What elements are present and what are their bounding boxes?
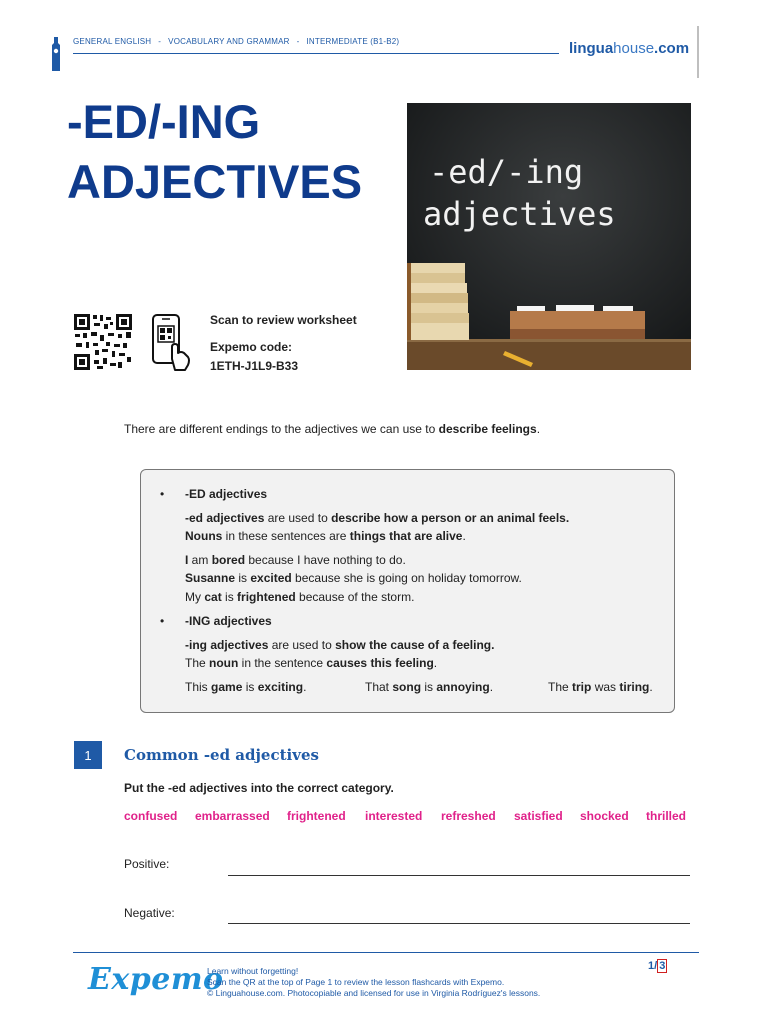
negative-label: Negative:: [124, 906, 175, 920]
word-bank-item: confused: [124, 809, 178, 823]
footer-divider: [73, 952, 699, 953]
phone-scan-icon: [150, 313, 192, 371]
chalkboard-image: [407, 103, 691, 370]
bullet-ing: •: [160, 614, 165, 628]
section-title: Common -ed adjectives: [124, 746, 319, 764]
ed-heading: -ED adjectives: [185, 487, 268, 501]
page-title: [67, 92, 362, 212]
bullet-ed: •: [160, 487, 165, 501]
intro-text: There are different endings to the adjectives we can use to describe feelings.: [124, 422, 541, 436]
page-indicator: 1/ 3: [648, 960, 666, 972]
expemo-code-value: 1ETH-J1L9-B33: [210, 359, 299, 373]
ed-rule-line-1: -ed adjectives are used to describe how a person or an animal feels.: [185, 511, 570, 525]
explanation-box: [140, 469, 675, 713]
breadcrumb-level-1[interactable]: GENERAL ENGLISH: [73, 37, 152, 46]
books-stack: [407, 263, 469, 340]
word-bank-item: shocked: [580, 809, 629, 823]
ing-rule-line-2: The noun in the sentence causes this feeling.: [185, 656, 438, 670]
ed-rule-line-2: Nouns in these sentences are things that are alive.: [185, 529, 466, 543]
breadcrumb-level-3[interactable]: INTERMEDIATE (B1-B2): [306, 37, 400, 46]
qr-code-icon[interactable]: [73, 313, 133, 371]
positive-answer-line[interactable]: [228, 875, 690, 876]
header-divider: [73, 53, 559, 54]
expemo-logo[interactable]: Expemo: [88, 962, 224, 997]
word-bank-item: interested: [365, 809, 423, 823]
section-number-badge: 1: [74, 741, 102, 769]
breadcrumb: GENERAL ENGLISH - VOCABULARY AND GRAMMAR - INTERMEDIATE (B1-B2): [73, 37, 400, 46]
word-bank-item: frightened: [287, 809, 346, 823]
ing-example-2: That song is annoying.: [365, 680, 494, 694]
word-bank-item: satisfied: [514, 809, 563, 823]
page-total-link[interactable]: 3: [659, 960, 666, 972]
word-bank-item: refreshed: [441, 809, 496, 823]
ing-rule-line-1: -ing adjectives are used to show the cause of a feeling.: [185, 638, 495, 652]
word-bank-item: thrilled: [646, 809, 687, 823]
expemo-code-label: Expemo code:: [210, 340, 293, 354]
negative-answer-line[interactable]: [228, 923, 690, 924]
ing-example-3: The trip was tiring.: [548, 680, 653, 694]
word-bank-item: embarrassed: [195, 809, 270, 823]
board-text-1: -ed/-ing: [429, 153, 584, 191]
header-vertical-bar: [697, 26, 699, 78]
scan-to-review-text: Scan to review worksheet: [210, 313, 357, 327]
exercise-instruction: Put the -ed adjectives into the correct category.: [124, 781, 394, 795]
footer-text: Learn without forgetting! Scan the QR at the top of Page 1 to review the lesson flashcards with Expemo. © Linguahouse.com. Photocopiable and licensed for use in Virginia Rodríguez's lessons.: [207, 966, 541, 998]
ing-heading: -ING adjectives: [185, 614, 272, 628]
ed-example-1: I am bored because I have nothing to do.: [185, 553, 406, 567]
board-text-2: adjectives: [423, 195, 616, 233]
ed-example-3: My cat is frightened because of the storm.: [185, 590, 415, 604]
ed-example-2: Susanne is excited because she is going on holiday tomorrow.: [185, 571, 522, 585]
title-line-1: -ED/-ING: [67, 95, 261, 148]
positive-label: Positive:: [124, 857, 170, 871]
title-line-2: ADJECTIVES: [67, 155, 363, 208]
ing-example-1: This game is exciting.: [185, 680, 307, 694]
breadcrumb-level-2[interactable]: VOCABULARY AND GRAMMAR: [168, 37, 290, 46]
brand-logo[interactable]: linguahouse.com: [569, 40, 690, 57]
big-ben-icon: [49, 37, 63, 71]
